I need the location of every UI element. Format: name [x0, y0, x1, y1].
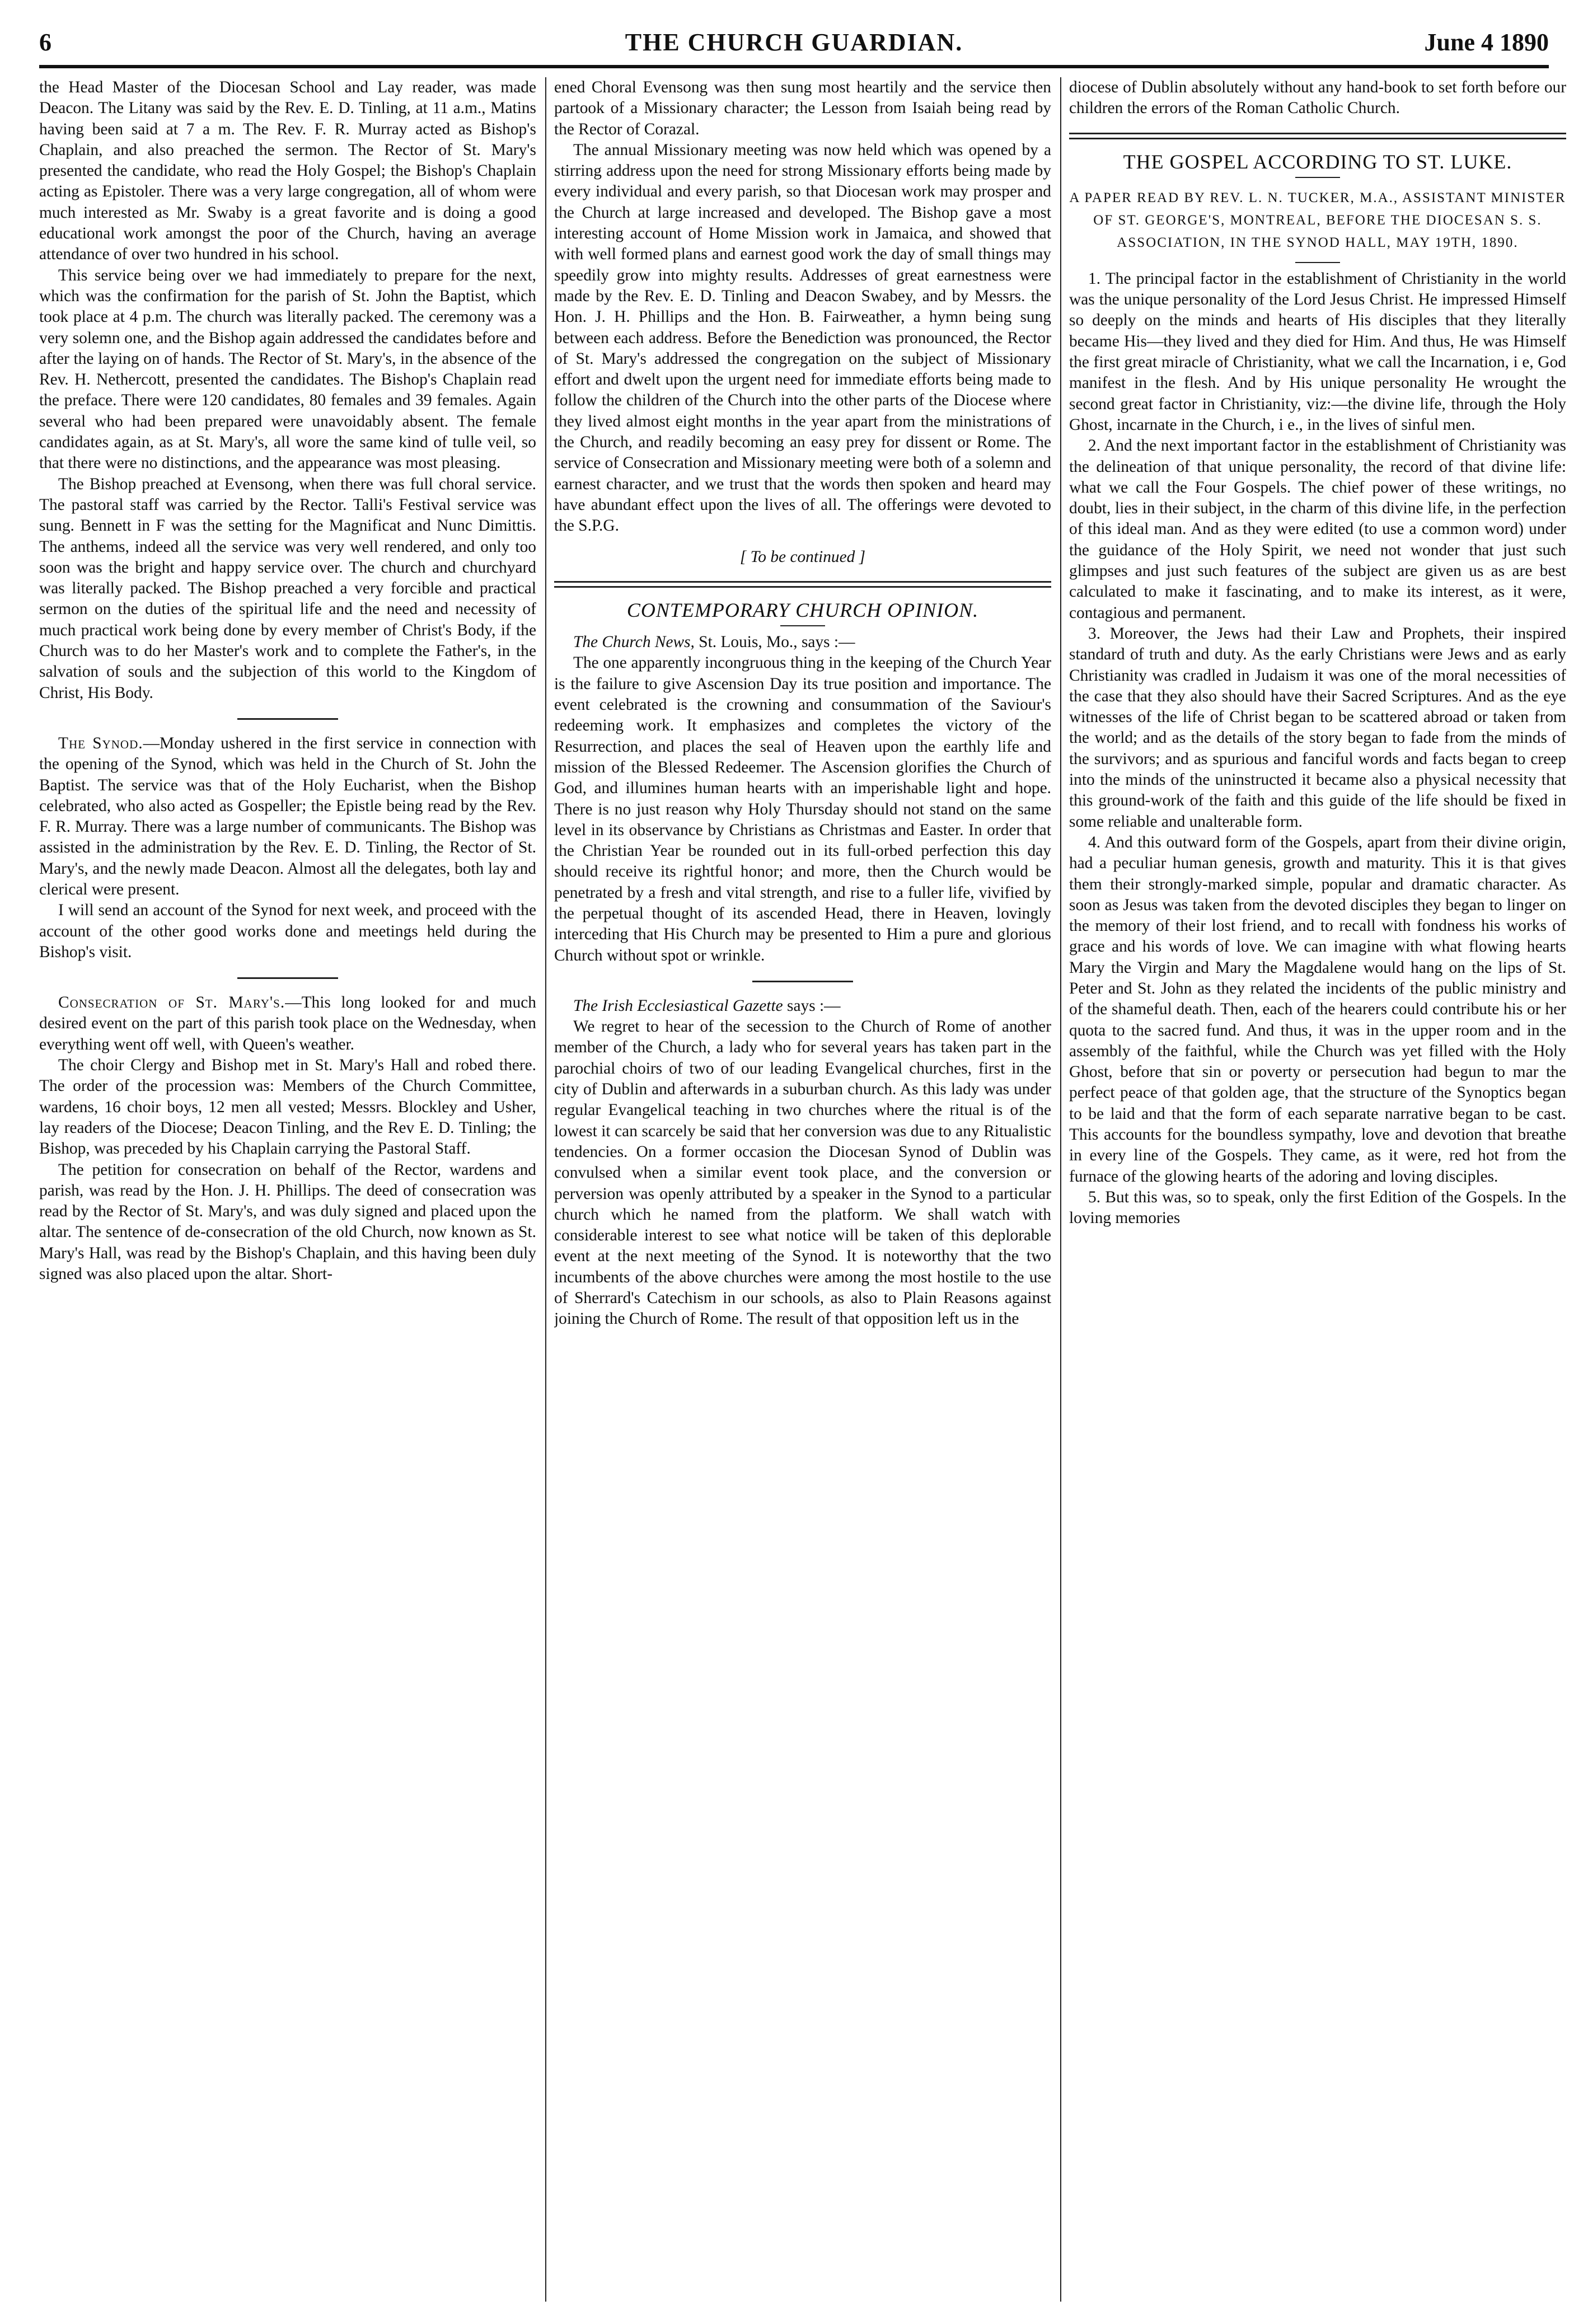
double-rule: [1069, 133, 1566, 139]
source-text: says :—: [783, 996, 841, 1015]
paragraph: 1. The principal factor in the establishment of Christianity in the world was the unique personality of the Lord Jesus Christ. He impressed Himself so deeply on the minds and hearts of His disciples that they literally became His—they lived and they died for Him. And thus, He was Himself the first great miracle of Christianity, what we call the Incarnation, i e, God manifest in the flesh. And by His unique personality He wrought the second great factor in Christianity, viz:—the divine life, through the Holy Ghost, incarnate in the Church, i e., in the lives of sinful men.: [1069, 269, 1566, 434]
paragraph: the Head Master of the Diocesan School and Lay reader, was made Deacon. The Litany was said by the Rev. E. D. Tinling, at 11 a.m., Matins having been said at 7 a m. The Rev. F. R. Murray acted as Bishop's Chaplain, and also preached the sermon. The Rector of St. Mary's presented the candidate, who read the Holy Gospel; the Bishop's Chaplain acting as Epistoler. There was a very large congregation, all of whom were much interested as Mr. Swaby is a great favorite and is doing a good educational work amongst the poor of the Church, having an average attendance of over two hundred in his school.: [39, 78, 536, 264]
page-number: 6: [39, 29, 51, 56]
paragraph: The choir Clergy and Bishop met in St. Mary's Hall and robed there. The order of the procession was: Members of the Church Committee, wardens, 16 choir boys, 12 men all vested; Messrs. Blockley and Usher, lay readers of the Diocese; Deacon Tinling, and the Rev E. D. Tinling; the Bishop, was preceded by his Chaplain carrying the Pastoral Staff.: [39, 1056, 536, 1158]
heading-rule: [1295, 262, 1340, 263]
column-3: [1069, 77, 1566, 2302]
paragraph: ened Choral Evensong was then sung most heartily and the service then partook of a Missionary character; the Lesson from Isaiah being read by the Rector of Corazal.: [554, 78, 1051, 138]
section-heading: CONTEMPORARY CHURCH OPINION.: [626, 598, 979, 621]
section-rule: [752, 981, 853, 982]
paragraph: 2. And the next important factor in the establishment of Christianity was the delineation of that unique personality, the record of that divine life: what we call the Four Gospels. The chief power of these writings, no doubt, lies in their subject, in the charm of this divine life, in the perfection of this ideal man. And as they were edited (to use a common word) under the guidance of the Holy Spirit, we need not wonder that just such glimpses and just such features of the subject are given us as are best calculated to make it fascinating, and to make its interest, as it were, contagious and permanent.: [1069, 437, 1566, 622]
source-text: St. Louis, Mo., says :—: [694, 633, 855, 652]
issue-date: June 4 1890: [1424, 29, 1549, 56]
source-name: The Church News,: [573, 633, 695, 652]
paragraph: I will send an account of the Synod for next week, and proceed with the account of the other good works done and meetings held during the Bishop's visit.: [39, 901, 536, 961]
section-heading: THE GOSPEL ACCORDING TO ST. LUKE.: [1123, 150, 1512, 173]
newspaper-title: THE CHURCH GUARDIAN.: [625, 29, 963, 56]
column-divider: [545, 77, 546, 2302]
paragraph: The petition for consecration on behalf of the Rector, wardens and parish, was read by the Hon. J. H. Phillips. The deed of consecration was read by the Rector of St. Mary's, and was duly signed and placed upon the altar. The sentence of de-consecration of the old Church, now known as St. Mary's Hall, was read by the Bishop's Chaplain, and this having been duly signed was also placed upon the altar. Short-: [39, 1160, 536, 1283]
paragraph-text: —Monday ushered in the first service in connection with the opening of the Synod, which was held in the Church of St. John the Baptist. The service was that of the Holy Eucharist, when the Bishop celebrated, who also acted as Gospeller; the Epistle being read by the Rev. F. R. Murray. There was a large number of communicants. The Bishop was assisted in the administration by the Rev. E. D. Tinling, the Rector of St. Mary's, and the newly made Deacon. Almost all the delegates, both lay and clerical were present.: [39, 734, 536, 898]
byline: A PAPER READ BY REV. L. N. TUCKER, M.A., ASSISTANT MINISTER OF ST. GEORGE'S, MONTREAL, BEFORE THE DIOCESAN S. S. ASSOCIATION, IN THE SYNOD HALL, MAY 19TH, 1890.: [1069, 190, 1566, 250]
paragraph-text: —This long looked for and much desired event on the part of this parish took place on the Wednesday, when everything went off well, with Queen's weather.: [39, 994, 536, 1053]
run-in-heading: The Synod.: [58, 734, 143, 752]
masthead-rule: [39, 65, 1549, 68]
paragraph-synod: [39, 733, 536, 900]
paragraph-consecration: [39, 992, 536, 1055]
paragraph: This service being over we had immediately to prepare for the next, which was the confirmation for the parish of St. John the Baptist, which took place at 4 p.m. The church was literally packed. The ceremony was a very solemn one, and the Bishop again addressed the candidates before and after the laying on of hands. The Rector of St. Mary's, in the absence of the Rev. H. Nethercott, presented the candidates. The Bishop's Chaplain read the preface. There were 120 candidates, 80 females and 39 females. Again several who had been prepared were unavoidably absent. The female candidates again, as at St. Mary's, all wore the same kind of tulle veil, so that there were no distinctions, and the appearance was most pleasing.: [39, 266, 536, 472]
heading-rule: [780, 625, 825, 626]
double-rule: [554, 581, 1051, 588]
paragraph: We regret to hear of the secession to the Church of Rome of another member of the Church, a lady who for several years has taken part in the parochial choirs of two of our leading Evangelical churches, first in the city of Dublin and afterwards in a suburban church. As this lady was under regular Evangelical teaching in two churches where the ritual is of the lowest it can scarcely be said that her conversion was due to any Ritualistic tendencies. On a former occasion the Diocesan Synod of Dublin was convulsed when a similar event took place, and the conversion or perversion was openly attributed by a speaker in the Synod to a particular church which he named from the platform. We shall watch with considerable interest to see what notice will be taken of this deplorable event at the next meeting of the Synod. It is noteworthy that the two incumbents of the above churches were among the most hostile to the use of Sherrard's Catechism in our schools, as also to Plain Reasons against joining the Church of Rome. The result of that opposition left us in the: [554, 1018, 1051, 1328]
paragraph: The annual Missionary meeting was now held which was opened by a stirring address upon the need for strong Missionary efforts being made by every individual and every parish, so that Diocesan work may prosper and the Church at large increased and developed. The Bishop gave a most interesting account of Home Mission work in Jamaica, and showed that with well formed plans and earnest good work the day of small things may speedily grow into mighty results. Addresses of great earnestness were made by the Rev. E. D. Tinling and Deacon Swabey, and by Messrs. the Hon. J. H. Phillips and the Hon. B. Fairweather, a hymn being sung between each address. Before the Benediction was pronounced, the Rector of St. Mary's addressed the congregation on the subject of Missionary effort and dwelt upon the urgent need for immediate efforts being made to follow the children of the Church into the other parts of the Diocese where they lived almost eight months in the year apart from the ministrations of the Church, and readily becoming an easy prey for dissent or Rome. The service of Consecration and Missionary meeting were both of a solemn and earnest character, and we trust that the words then spoken and heard may have abundant effect upon the lives of all. The offerings were devoted to the S.P.G.: [554, 140, 1051, 535]
paragraph: The Bishop preached at Evensong, when there was full choral service. The pastoral staff was carried by the Rector. Talli's Festival service was sung. Bennett in F was the setting for the Magnificat and Nunc Dimittis. The anthems, indeed all the service was very well rendered, and only too soon was the bright and happy service over. The church and churchyard was literally packed. The Bishop preached a very forcible and practical sermon on the duties of the spiritual life and the need and necessity of much practical work being done by every member of Christ's Body, if the Church was to do her Master's work and to complete the Father's, in the salvation of souls and the subjection of this world to the Kingdom of Christ, His Body.: [39, 475, 536, 702]
paragraph: 5. But this was, so to speak, only the first Edition of the Gospels. In the loving memories: [1069, 1188, 1566, 1227]
source-name: The Irish Ecclesiastical Gazette: [573, 996, 783, 1015]
run-in-heading: Consecration of St. Mary's.: [58, 994, 285, 1012]
heading-rule: [1295, 177, 1340, 178]
paragraph: 3. Moreover, the Jews had their Law and Prophets, their inspired standard of truth and duty. As the early Christians were Jews and as early Christianity was cradled in Judaism it was one of the moral necessities of the case that they also should have their Sacred Scriptures. And as the eye witnesses of the life of Christ began to be scattered abroad or taken from the world; and as the details of the story began to fade from the minds of the survivors; and as spurious and fanciful words and facts began to creep into the minds of the uninstructed it became also a physical necessity that this ground-work of the faith and this guide of the life should be fixed in some reliable and unalterable form.: [1069, 624, 1566, 831]
source-line: [554, 632, 1051, 653]
paragraph: 4. And this outward form of the Gospels, apart from their divine origin, had a peculiar human genesis, growth and maturity. This it is that gives them their strongly-marked simple, popular and dramatic character. As soon as Jesus was taken from the devoted disciples they began to linger on the memory of their lost friend, and to recall with fondness his works of grace and his words of love. We can imagine with what flowing hearts Mary the Virgin and Mary the Magdalene would hang on the lips of St. Peter and St. John as they related the incidents of the public ministry and of the shameful death. Then, each of the hearers could contribute his or her quota to the sacred fund. And thus, it was in the upper room and in the assembly of the faithful, while the Church was yet filled with the Holy Ghost, before that sin or poverty or persecution had begun to mar the perfect peace of that golden age, that the structure of the Synoptics began to be laid and that the form of each separate narrative began to be cast. This accounts for the boundless sympathy, love and devotion that breathe in every line of the Gospels. They came, as it were, red hot from the furnace of the glowing hearts of the adoring and loving disciples.: [1069, 833, 1566, 1186]
section-rule: [237, 977, 338, 979]
section-rule: [237, 718, 338, 720]
paragraph: The one apparently incongruous thing in the keeping of the Church Year is the failure to give Ascension Day its true position and importance. The event celebrated is the crowning and consummation of the Saviour's redeeming work. It emphasizes and completes the victory of the Resurrection, and places the seal of Heaven upon the earthly life and mission of the Blessed Redeemer. The Ascension glorifies the Church of God, and illumines human hearts with an imperishable light and hope. There is no just reason why Holy Thursday should not stand on the same level in its observance by Christians as Christmas and Easter. In order that the Christian Year be rounded out in its full-orbed perfection this day should receive its rightful honor; and more, then the Church would be penetrated by a fresh and vital strength, and rise to a fuller life, vivified by the perpetual thought of its ascended Head, there in Heaven, lovingly interceding that His Church may be presented to Him a pure and glorious Church without spot or wrinkle.: [554, 654, 1051, 964]
continued-note: [ To be continued ]: [739, 547, 866, 566]
column-1: [39, 77, 536, 2302]
column-2: [554, 77, 1051, 2302]
source-line: [554, 996, 1051, 1016]
masthead: [39, 28, 1549, 62]
column-divider: [1060, 77, 1061, 2302]
columns: [39, 77, 1566, 2302]
paragraph: diocese of Dublin absolutely without any hand-book to set forth before our children the errors of the Roman Catholic Church.: [1069, 78, 1566, 118]
